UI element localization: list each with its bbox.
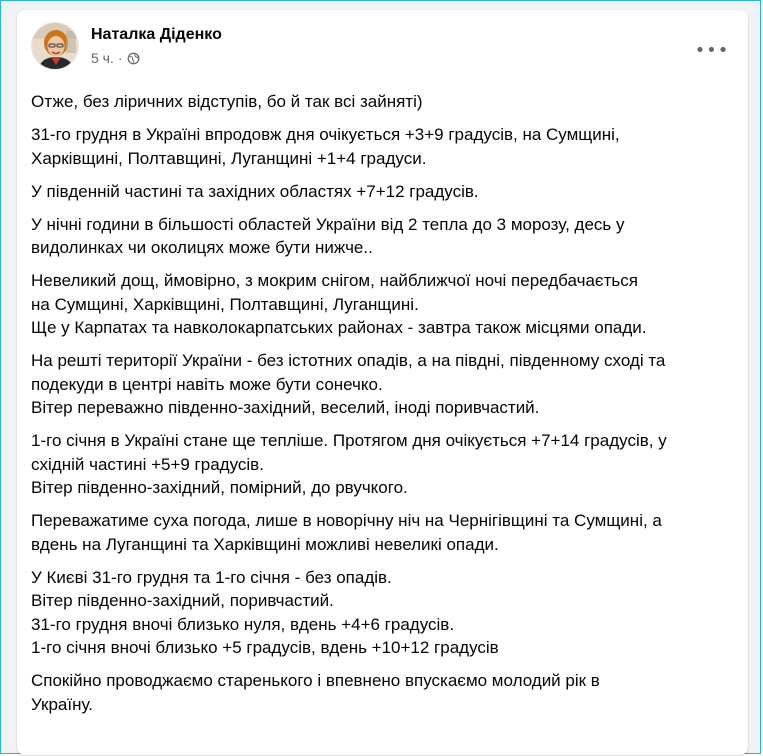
post-paragraph: [31, 213, 736, 260]
post-text-line: У південній частині та західних областях +7+12 градусів.: [31, 181, 479, 201]
post-paragraph: [31, 349, 736, 420]
post-text-line: Отже, без ліричних відступів, бо й так всі зайняті): [31, 92, 423, 111]
post-text-line: Вітер переважно південно-західний, веселий, іноді поривчастий.: [31, 398, 540, 417]
avatar-image: [32, 23, 79, 70]
post-text: [31, 90, 736, 726]
post-text-line: видолинках чи околицях може бути нижче..: [31, 238, 373, 257]
post-text-line: Вітер південно-західний, помірний, до рвучкого.: [31, 478, 408, 497]
author-name[interactable]: Наталка Діденко: [91, 26, 222, 43]
post-card: [17, 10, 748, 755]
post-paragraph: [31, 123, 736, 170]
post-text-line: У Києві 31-го грудня та 1-го січня - без опадів.: [31, 567, 392, 587]
post-paragraph: [31, 669, 736, 716]
post-text-line: Вітер південно-західний, поривчастий.: [31, 591, 334, 610]
meta-separator: ·: [117, 50, 123, 66]
post-text-line: Ще у Карпатах та навколокарпатських районах - завтра також місцями опади.: [31, 318, 647, 337]
post-meta: [91, 50, 140, 66]
post-paragraph: [31, 429, 736, 500]
post-text-line: Харківщині, Полтавщині, Луганщині +1+4 градуси.: [31, 148, 427, 168]
post-text-line: східній частині +5+9 градусів.: [31, 454, 264, 474]
more-options-icon[interactable]: [694, 32, 730, 68]
post-text-line: Україну.: [31, 694, 94, 714]
post-text-line: У нічні години в більшості областей України від 2 тепла до 3 морозу, десь у: [31, 214, 625, 234]
post-paragraph: [31, 509, 736, 556]
post-header: [31, 22, 734, 82]
post-text-line: 31-го грудня вночі близько нуля, вдень +4+6 градусів.: [31, 614, 455, 634]
post-text-line: 31-го грудня в Україні впродовж дня очікується +3+9 градусів, на Сумщині,: [31, 125, 620, 144]
post-text-line: 1-го січня вночі близько +5 градусів, вдень +10+12 градусів: [31, 638, 499, 657]
post-text-line: Невеликий дощ, ймовірно, з мокрим снігом, найближчої ночі передбачається: [31, 271, 638, 290]
post-paragraph: [31, 269, 736, 340]
post-text-line: Спокійно проводжаємо старенького і впевнено впускаємо молодий рік в: [31, 671, 600, 690]
post-paragraph: [31, 90, 736, 114]
post-text-line: вдень на Луганщині та Харківщині можливі невеликі опади.: [31, 534, 499, 554]
author-avatar[interactable]: [31, 22, 79, 70]
post-text-line: на Сумщині, Харківщині, Полтавщині, Луганщині.: [31, 294, 419, 314]
post-paragraph: [31, 180, 736, 204]
globe-icon[interactable]: [127, 52, 140, 65]
post-paragraph: [31, 566, 736, 660]
post-text-line: Переважатиме суха погода, лише в новорічну ніч на Чернігівщині та Сумщині, а: [31, 511, 662, 530]
post-text-line: 1-го січня в Україні стане ще тепліше. Протягом дня очікується +7+14 градусів, у: [31, 431, 667, 450]
post-time[interactable]: 5 ч.: [91, 50, 114, 66]
more-options-label: •••: [694, 39, 730, 61]
post-text-line: На решті території України - без істотних опадів, а на півдні, південному сході та: [31, 351, 666, 370]
post-text-line: подекуди в центрі навіть може бути сонечко.: [31, 374, 383, 394]
